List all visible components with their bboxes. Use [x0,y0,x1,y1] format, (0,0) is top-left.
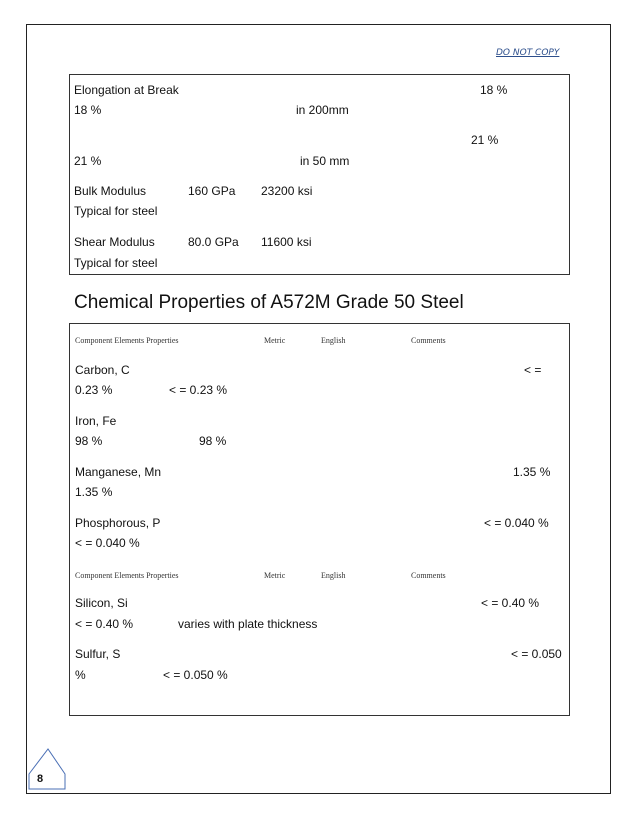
shear-modulus-metric: 80.0 GPa [188,235,239,249]
manganese-value: 1.35 % [75,485,113,499]
table-header-english: English [321,571,346,580]
elongation-value: 18 % [74,103,102,117]
silicon-note: varies with plate thickness [178,617,318,631]
phosphorous-value: < = 0.040 % [75,536,140,550]
carbon-value: < = [524,363,542,377]
page-number-tag [28,748,66,790]
sulfur-label: Sulfur, S [75,647,121,661]
bulk-modulus-label: Bulk Modulus [74,184,147,198]
sulfur-value: % [75,668,86,682]
elongation-note: in 50 mm [300,154,350,168]
iron-label: Iron, Fe [75,414,117,428]
elongation-value: 21 % [74,154,102,168]
silicon-label: Silicon, Si [75,596,128,610]
iron-value: 98 % [199,434,227,448]
phosphorous-label: Phosphorous, P [75,516,161,530]
table-header-component: Component Elements Properties [75,336,179,345]
shear-modulus-comment: Typical for steel [74,256,158,270]
manganese-value: 1.35 % [513,465,551,479]
elongation-value: 21 % [471,133,499,147]
table-header-metric: Metric [264,336,286,345]
elongation-label: Elongation at Break [74,83,179,97]
sulfur-value: < = 0.050 % [163,668,228,682]
manganese-label: Manganese, Mn [75,465,162,479]
section-heading: Chemical Properties of A572M Grade 50 Steel [74,292,464,313]
shear-modulus-english: 11600 ksi [261,235,312,249]
bulk-modulus-comment: Typical for steel [74,204,158,218]
shear-modulus-label: Shear Modulus [74,235,155,249]
chemical-properties-table [69,323,570,716]
silicon-value: < = 0.40 % [481,596,540,610]
sulfur-value: < = 0.050 [511,647,562,661]
watermark: DO NOT COPY [496,48,560,58]
table-header-comments: Comments [411,571,446,580]
elongation-value: 18 % [480,83,508,97]
table-header-metric: Metric [264,571,286,580]
elongation-note: in 200mm [296,103,349,117]
carbon-value: 0.23 % [75,383,113,397]
table-header-english: English [321,336,346,345]
mechanical-properties-table [69,74,570,275]
iron-value: 98 % [75,434,103,448]
table-header-comments: Comments [411,336,446,345]
bulk-modulus-metric: 160 GPa [188,184,236,198]
table-header-component: Component Elements Properties [75,571,179,580]
carbon-label: Carbon, C [75,363,130,377]
page-number: 8 [37,773,44,785]
bulk-modulus-english: 23200 ksi [261,184,313,198]
phosphorous-value: < = 0.040 % [484,516,549,530]
carbon-value: < = 0.23 % [169,383,228,397]
silicon-value: < = 0.40 % [75,617,134,631]
